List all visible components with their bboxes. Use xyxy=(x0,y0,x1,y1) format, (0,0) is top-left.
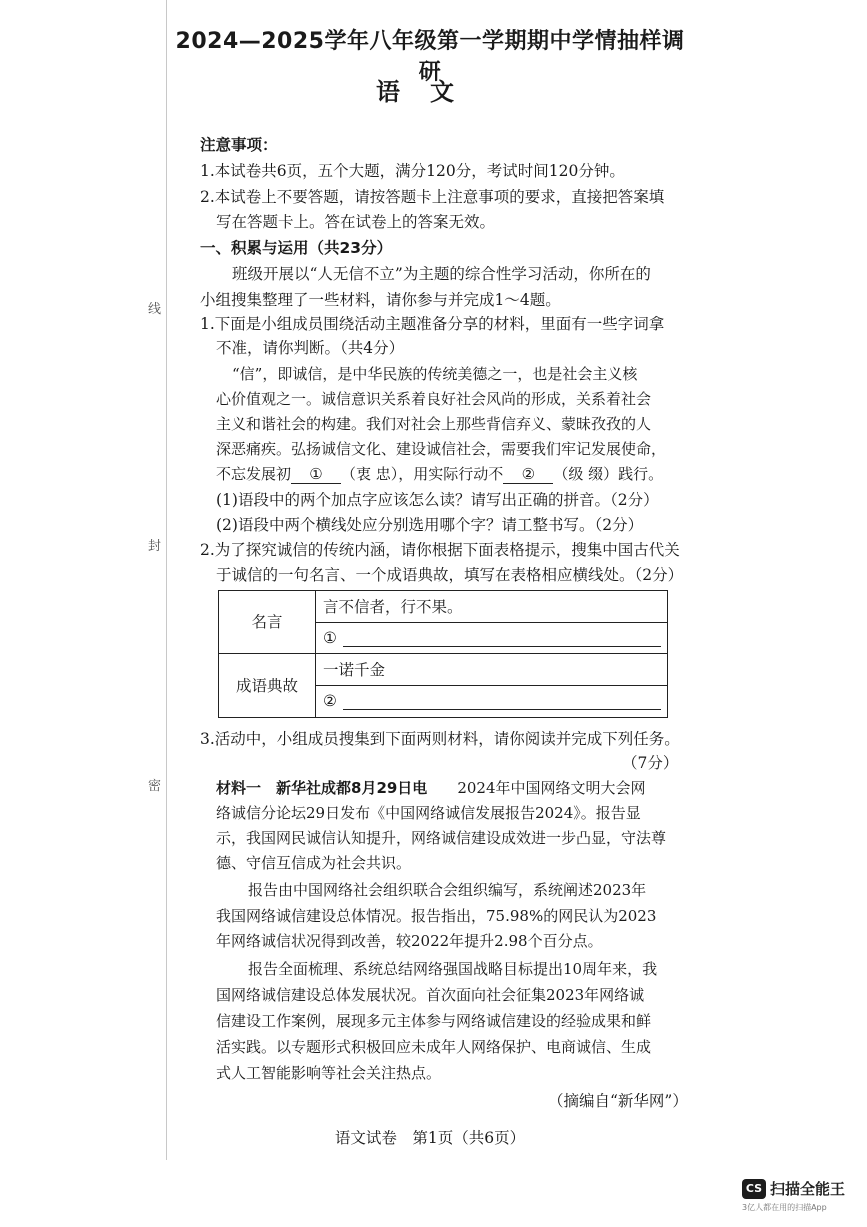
table-idiom-answer-line[interactable] xyxy=(343,709,661,710)
section-intro-2: 小组搜集整理了一些材料，请你参与并完成1～4题。 xyxy=(200,291,561,309)
table-subrow-divider-1 xyxy=(315,622,667,623)
camscanner-name: 扫描全能王 xyxy=(770,1180,846,1198)
table-label-idiom: 成语典故 xyxy=(235,677,298,695)
q1-stem-1: 1.下面是小组成员围绕活动主题准备分享的材料，里面有一些字词拿 xyxy=(200,315,665,333)
q1-option-1: （衷 忠） xyxy=(341,465,399,483)
table-subrow-divider-2 xyxy=(315,685,667,686)
q2-stem-2: 于诚信的一句名言、一个成语典故，填写在表格相应横线处。（2分） xyxy=(216,566,684,584)
material1-line-9: 国网络诚信建设总体发展状况。首次面向社会征集2023年网络诚 xyxy=(216,986,645,1004)
page-footer: 语文试卷 第1页（共6页） xyxy=(334,1129,526,1147)
material1-line-4: 德、守信互信成为社会共识。 xyxy=(216,854,412,872)
material1-line-5: 报告由中国网络社会组织联合会组织编写，系统阐述2023年 xyxy=(248,881,647,899)
binding-char-feng: 封 xyxy=(148,539,162,554)
notice-item-2-cont: 写在答题卡上。答在试卷上的答案无效。 xyxy=(216,213,496,231)
binding-char-xian: 线 xyxy=(148,302,162,317)
q1-option-2: （级 缀） xyxy=(553,465,619,483)
material1-line-1 xyxy=(216,777,646,799)
q3-points: （7分） xyxy=(622,754,679,772)
material1-line-10: 信建设工作案例，展现多元主体参与网络诚信建设的经验成果和鲜 xyxy=(216,1012,652,1030)
q1-last-middle: ，用实际行动不 xyxy=(398,465,504,483)
material1-lead: 材料一 新华社成都8月29日电 xyxy=(216,779,428,797)
q1-passage-4: 深恶痛疾。弘扬诚信文化、建设诚信社会，需要我们牢记发展使命， xyxy=(216,440,667,458)
material1-line-3: 示，我国网民诚信认知提升，网络诚信建设成效进一步凸显，守法尊 xyxy=(216,829,667,847)
section-intro-1: 班级开展以“人无信不立”为主题的综合性学习活动，你所在的 xyxy=(232,265,651,283)
material1-line-12: 式人工智能影响等社会关注热点。 xyxy=(216,1064,442,1082)
exam-title: 2024—2025学年八年级第一学期期中学情抽样调研 xyxy=(175,29,685,85)
camscanner-logo-icon: CS xyxy=(742,1179,766,1199)
q3-stem: 3.活动中，小组成员搜集到下面两则材料，请你阅读并完成下列任务。 xyxy=(200,730,680,748)
table-quote-given: 言不信者，行不果。 xyxy=(323,598,463,616)
q1-stem-2: 不准，请你判断。（共4分） xyxy=(216,339,405,357)
table-quote-blank-marker: ① xyxy=(323,629,337,647)
notice-heading: 注意事项： xyxy=(200,136,278,154)
q1-last-prefix: 不忘发展初 xyxy=(216,465,292,483)
q1-blank-1: ① xyxy=(291,465,341,484)
material1-line-11: 活实践。以专题形式积极回应未成年人网络保护、电商诚信、生成 xyxy=(216,1038,652,1056)
notice-item-1: 1.本试卷共6页，五个大题，满分120分，考试时间120分钟。 xyxy=(200,162,625,180)
q1-passage-3: 主义和谐社会的构建。我们对社会上那些背信弃义、蒙昧孜孜的人 xyxy=(216,415,652,433)
table-idiom-blank-marker: ② xyxy=(323,692,337,710)
q1-passage-5 xyxy=(216,463,663,485)
material1-line-7: 年网络诚信状况得到改善，较2022年提升2.98个百分点。 xyxy=(216,932,603,950)
table-idiom-given: 一诺千金 xyxy=(323,661,386,679)
binding-char-mi: 密 xyxy=(148,779,162,794)
material1-line-2: 络诚信分论坛29日发布《中国网络诚信发展报告2024》。报告显 xyxy=(216,804,641,822)
subject-title: 语文 xyxy=(376,78,484,106)
table-label-quote: 名言 xyxy=(251,613,283,631)
q1-last-suffix: 践行。 xyxy=(618,465,664,483)
q2-table xyxy=(218,590,668,718)
camscanner-tagline: 3亿人都在用的扫描App xyxy=(742,1203,827,1212)
notice-item-2: 2.本试卷上不要答题，请按答题卡上注意事项的要求，直接把答案填 xyxy=(200,188,665,206)
section-heading: 一、积累与运用（共23分） xyxy=(200,239,393,257)
table-row-divider xyxy=(219,653,667,654)
q1-passage-1: “信”，即诚信，是中华民族的传统美德之一，也是社会主义核 xyxy=(232,365,638,383)
q1-blank-2: ② xyxy=(503,465,553,484)
material1-line-6: 我国网络诚信建设总体情况。报告指出，75.98%的网民认为2023 xyxy=(216,907,657,925)
q1-sub-1: (1)语段中的两个加点字应该怎么读？请写出正确的拼音。（2分） xyxy=(216,491,659,509)
q2-stem-1: 2.为了探究诚信的传统内涵，请你根据下面表格提示，搜集中国古代关 xyxy=(200,541,680,559)
material1-source: （摘编自“新华网”） xyxy=(548,1092,688,1110)
material1-line-8: 报告全面梳理、系统总结网络强国战略目标提出10周年来，我 xyxy=(248,960,658,978)
q1-sub-2: (2)语段中两个横线处应分别选用哪个字？请工整书写。（2分） xyxy=(216,516,644,534)
binding-line xyxy=(166,0,167,1160)
q1-passage-2: 心价值观之一。诚信意识关系着良好社会风尚的形成，关系着社会 xyxy=(216,390,652,408)
table-vertical-divider xyxy=(315,591,316,717)
material1-text-1: 2024年中国网络文明大会网 xyxy=(457,779,646,797)
table-quote-answer-line[interactable] xyxy=(343,646,661,647)
